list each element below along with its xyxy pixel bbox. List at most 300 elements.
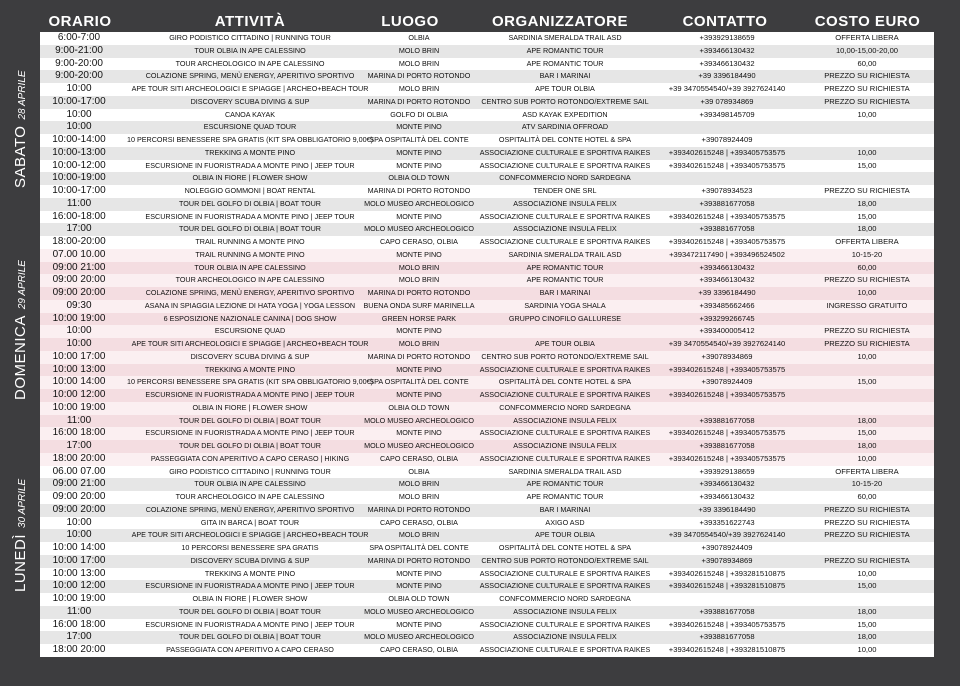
- time-cell: 09:00 20:00: [52, 287, 106, 298]
- place-cell: CAPO CERASO, OLBIA: [380, 517, 458, 527]
- time-cell: 9:00-21:00: [55, 44, 103, 56]
- table-row: [40, 223, 934, 236]
- contact-cell: +393466130432: [699, 479, 755, 489]
- contact-cell: +393402615248 | +393405753575: [668, 453, 786, 463]
- activity-cell: TOUR OLBIA IN APE CALESSINO: [194, 479, 306, 489]
- table-row: [40, 198, 934, 211]
- contact-cell: +393402615248 | +393405753575: [668, 211, 786, 221]
- activity-cell: DISCOVERY SCUBA DIVING & SUP: [190, 555, 310, 565]
- header-orario: ORARIO: [48, 13, 112, 30]
- day-label-monday: [12, 479, 30, 592]
- activity-cell: TOUR DEL GOLFO DI OLBIA | BOAT TOUR: [179, 606, 321, 616]
- contact-cell: +393466130432: [699, 58, 755, 68]
- activity-cell: TOUR OLBIA IN APE CALESSINO: [194, 45, 306, 55]
- place-cell: GREEN HORSE PARK: [381, 313, 457, 323]
- table-row: [40, 325, 934, 338]
- place-cell: MOLO MUSEO ARCHEOLOGICO: [364, 198, 474, 208]
- time-cell: 11:00: [66, 605, 92, 617]
- contact-cell: +393400005412: [699, 326, 755, 336]
- activity-cell: TOUR DEL GOLFO DI OLBIA | BOAT TOUR: [179, 441, 321, 450]
- place-cell: MONTE PINO: [396, 160, 442, 170]
- organizer-cell: ASSOCIAZIONE CULTURALE E SPORTIVA RAIKES: [479, 645, 651, 654]
- time-cell: 17:00: [66, 440, 92, 451]
- activity-cell: PASSEGGIATA CON APERITIVO A CAPO CERASO | HIKING: [150, 453, 350, 463]
- activity-cell: COLAZIONE SPRING, MENÙ ENERGY, APERITIVO SPORTIVO: [145, 71, 355, 81]
- time-cell: 11:00: [66, 197, 92, 209]
- table-row: [40, 504, 934, 517]
- time-cell: 10:00 13:00: [52, 363, 106, 375]
- cost-cell: 15,00: [857, 428, 877, 438]
- contact-cell: +393466130432: [699, 492, 755, 501]
- place-cell: MOLO BRIN: [398, 492, 440, 501]
- contact-cell: +393299266745: [699, 313, 755, 323]
- time-cell: 10:00 17:00: [52, 554, 106, 566]
- cost-cell: PREZZO SU RICHIESTA: [824, 517, 910, 527]
- organizer-cell: ASSOCIAZIONE INSULA FELIX: [513, 198, 617, 208]
- organizer-cell: SARDINIA SMERALDA TRAIL ASD: [508, 466, 622, 476]
- contact-cell: +393929138659: [699, 466, 755, 476]
- activity-cell: ESCURSIONE IN FUORISTRADA A MONTE PINO | JEEP TOUR: [145, 581, 355, 591]
- cost-cell: 18,00: [857, 198, 877, 208]
- time-cell: 18:00 20:00: [52, 452, 106, 464]
- activity-cell: OLBIA IN FIORE | FLOWER SHOW: [192, 173, 308, 183]
- activity-cell: TOUR DEL GOLFO DI OLBIA | BOAT TOUR: [179, 224, 321, 234]
- day-date: 30 APRILE: [17, 478, 28, 528]
- table-row: [40, 415, 934, 428]
- table-row: [40, 644, 934, 657]
- organizer-cell: BAR I MARINAI: [539, 71, 591, 81]
- table-row: [40, 70, 934, 83]
- table-row: [40, 160, 934, 173]
- activity-cell: 10 PERCORSI BENESSERE SPA GRATIS: [181, 543, 319, 552]
- table-row: [40, 109, 934, 122]
- table-row: [40, 300, 934, 313]
- cost-cell: PREZZO SU RICHIESTA: [824, 84, 910, 93]
- time-cell: 10:00: [66, 529, 92, 541]
- cost-cell: PREZZO SU RICHIESTA: [824, 186, 910, 195]
- organizer-cell: APE ROMANTIC TOUR: [526, 262, 604, 272]
- cost-cell: 15,00: [857, 377, 877, 387]
- contact-cell: +39078924409: [701, 543, 753, 552]
- table-row: [40, 555, 934, 568]
- place-cell: CAPO CERASO, OLBIA: [380, 645, 458, 654]
- cost-cell: 10,00: [857, 645, 877, 654]
- day-label-sunday: [12, 260, 30, 400]
- table-row: [40, 287, 934, 300]
- activity-cell: APE TOUR SITI ARCHEOLOGICI E SPIAGGE | ARCHEO+BEACH TOUR: [131, 339, 369, 348]
- table-row: [40, 517, 934, 530]
- time-cell: 09:00 21:00: [52, 478, 106, 490]
- table-row: [40, 364, 934, 377]
- place-cell: MOLO BRIN: [398, 275, 440, 285]
- organizer-cell: ASSOCIAZIONE CULTURALE E SPORTIVA RAIKES: [479, 364, 651, 374]
- organizer-cell: OSPITALITÀ DEL CONTE HOTEL & SPA: [498, 377, 632, 387]
- header-attivita: ATTIVITÀ: [214, 13, 286, 30]
- table-row: [40, 491, 934, 504]
- time-cell: 10:00-17:00: [52, 95, 106, 107]
- organizer-cell: ASSOCIAZIONE CULTURALE E SPORTIVA RAIKES: [479, 568, 651, 578]
- organizer-cell: ASSOCIAZIONE INSULA FELIX: [513, 224, 617, 234]
- activity-cell: TREKKING A MONTE PINO: [204, 568, 296, 578]
- organizer-cell: ASD KAYAK EXPEDITION: [522, 109, 608, 119]
- activity-cell: ESCURSIONE IN FUORISTRADA A MONTE PINO | JEEP TOUR: [145, 160, 355, 170]
- contact-cell: +393402615248 | +393405753575: [668, 160, 786, 170]
- contact-cell: +39 3396184490: [698, 504, 756, 514]
- header-organizzatore: ORGANIZZATORE: [492, 13, 628, 30]
- time-cell: 17:00: [66, 631, 92, 643]
- place-cell: MOLO BRIN: [398, 45, 440, 55]
- cost-cell: 10,00: [857, 453, 877, 463]
- activity-cell: TOUR DEL GOLFO DI OLBIA | BOAT TOUR: [179, 632, 321, 642]
- place-cell: MARINA DI PORTO ROTONDO: [367, 186, 471, 195]
- saturday-section: [40, 32, 934, 249]
- time-cell: 10:00: [66, 516, 92, 528]
- table-row: [40, 453, 934, 466]
- organizer-cell: APE TOUR OLBIA: [535, 339, 595, 348]
- time-cell: 18:00 20:00: [52, 644, 106, 655]
- contact-cell: +39078934869: [701, 351, 753, 361]
- contact-cell: +393881677058: [699, 224, 755, 234]
- table-row: [40, 83, 934, 96]
- time-cell: 9:00-20:00: [55, 57, 103, 69]
- activity-cell: 10 PERCORSI BENESSERE SPA GRATIS (KIT SPA OBBLIGATORIO 9,00€): [126, 135, 374, 144]
- table-row: [40, 236, 934, 249]
- time-cell: 10:00: [66, 325, 92, 337]
- contact-cell: +393402615248 | +393281510875: [668, 568, 786, 578]
- time-cell: 10:00-12:00: [52, 159, 106, 171]
- day-date: 28 APRILE: [17, 70, 28, 120]
- place-cell: MOLO BRIN: [398, 262, 440, 272]
- cost-cell: PREZZO SU RICHIESTA: [824, 339, 910, 348]
- activity-cell: APE TOUR SITI ARCHEOLOGICI E SPIAGGE | ARCHEO+BEACH TOUR: [131, 84, 369, 93]
- place-cell: MONTE PINO: [396, 619, 442, 629]
- organizer-cell: CONFCOMMERCIO NORD SARDEGNA: [499, 173, 631, 183]
- monday-section: [40, 466, 934, 657]
- activity-cell: TREKKING A MONTE PINO: [204, 364, 296, 374]
- place-cell: GOLFO DI OLBIA: [390, 109, 448, 119]
- organizer-cell: ASSOCIAZIONE CULTURALE E SPORTIVA RAIKES: [479, 581, 651, 591]
- activity-cell: ASANA IN SPIAGGIA LEZIONE DI HATA YOGA | YOGA LESSON: [144, 300, 356, 310]
- table-row: [40, 619, 934, 632]
- organizer-cell: ASSOCIAZIONE INSULA FELIX: [513, 606, 617, 616]
- cost-cell: PREZZO SU RICHIESTA: [824, 71, 910, 81]
- contact-cell: +393402615248 | +393405753575: [668, 364, 786, 374]
- place-cell: BUENA ONDA SURF MARINELLA: [363, 300, 475, 310]
- place-cell: MONTE PINO: [396, 581, 442, 591]
- cost-cell: INGRESSO GRATUITO: [826, 300, 908, 310]
- organizer-cell: ASSOCIAZIONE CULTURALE E SPORTIVA RAIKES: [479, 211, 651, 221]
- cost-cell: 10-15-20: [851, 249, 883, 259]
- cost-cell: 60,00: [857, 492, 877, 501]
- place-cell: CAPO CERASO, OLBIA: [380, 237, 458, 246]
- day-date: 29 APRILE: [17, 260, 28, 310]
- organizer-cell: ASSOCIAZIONE INSULA FELIX: [513, 632, 617, 642]
- cost-cell: 10,00: [857, 109, 877, 119]
- cost-cell: PREZZO SU RICHIESTA: [824, 530, 910, 540]
- activity-cell: TOUR DEL GOLFO DI OLBIA | BOAT TOUR: [179, 415, 321, 425]
- activity-cell: TRAIL RUNNING A MONTE PINO: [195, 237, 305, 246]
- organizer-cell: CONFCOMMERCIO NORD SARDEGNA: [499, 402, 631, 412]
- activity-cell: OLBIA IN FIORE | FLOWER SHOW: [192, 594, 308, 603]
- contact-cell: +39 3396184490: [698, 71, 756, 81]
- organizer-cell: CENTRO SUB PORTO ROTONDO/EXTREME SAIL: [481, 351, 649, 361]
- time-cell: 9:00-20:00: [55, 70, 103, 82]
- contact-cell: +393472117490 | +393496524502: [669, 249, 785, 259]
- table-row: [40, 580, 934, 593]
- place-cell: MOLO BRIN: [398, 479, 440, 489]
- table-row: [40, 478, 934, 491]
- schedule-table: [40, 32, 934, 657]
- contact-cell: +393929138659: [699, 33, 755, 42]
- activity-cell: CANOA KAYAK: [224, 109, 276, 119]
- contact-cell: +393402615248 | +393405753575: [668, 147, 786, 157]
- organizer-cell: SARDINIA SMERALDA TRAIL ASD: [508, 249, 622, 259]
- organizer-cell: ASSOCIAZIONE INSULA FELIX: [513, 441, 617, 450]
- organizer-cell: ASSOCIAZIONE CULTURALE E SPORTIVA RAIKES: [479, 428, 651, 438]
- organizer-cell: APE ROMANTIC TOUR: [526, 45, 604, 55]
- place-cell: OLBIA: [408, 33, 430, 42]
- organizer-cell: GRUPPO CINOFILO GALLURESE: [508, 313, 622, 323]
- table-row: [40, 376, 934, 389]
- contact-cell: +393466130432: [699, 275, 755, 285]
- header-contatto: CONTATTO: [682, 13, 768, 30]
- cost-cell: 60,00: [857, 58, 877, 68]
- cost-cell: 15,00: [857, 619, 877, 629]
- cost-cell: OFFERTA LIBERA: [835, 237, 899, 246]
- table-row: [40, 134, 934, 147]
- activity-cell: ESCURSIONE QUAD: [214, 326, 286, 336]
- place-cell: MONTE PINO: [396, 147, 442, 157]
- table-row: [40, 45, 934, 58]
- time-cell: 10:00 12:00: [52, 389, 106, 400]
- place-cell: OLBIA OLD TOWN: [388, 402, 450, 412]
- table-row: [40, 427, 934, 440]
- contact-cell: +393498145709: [699, 109, 755, 119]
- activity-cell: APE TOUR SITI ARCHEOLOGICI E SPIAGGE | ARCHEO+BEACH TOUR: [131, 530, 369, 540]
- time-cell: 10:00-19:00: [52, 172, 106, 184]
- place-cell: SPA OSPITALITÀ DEL CONTE: [369, 543, 469, 552]
- cost-cell: 15,00: [857, 160, 877, 170]
- place-cell: MONTE PINO: [396, 249, 442, 259]
- activity-cell: GIRO PODISTICO CITTADINO | RUNNING TOUR: [169, 466, 331, 476]
- table-row: [40, 32, 934, 45]
- table-row: [40, 402, 934, 415]
- time-cell: 10:00 14:00: [52, 376, 106, 388]
- contact-cell: +393881677058: [699, 441, 755, 450]
- table-row: [40, 249, 934, 262]
- place-cell: OLBIA: [408, 466, 430, 476]
- contact-cell: +393881677058: [699, 198, 755, 208]
- organizer-cell: ASSOCIAZIONE CULTURALE E SPORTIVA RAIKES: [479, 237, 651, 246]
- organizer-cell: OSPITALITÀ DEL CONTE HOTEL & SPA: [498, 135, 632, 144]
- contact-cell: +39 3470554540/+39 3927624140: [668, 84, 786, 93]
- place-cell: MARINA DI PORTO ROTONDO: [367, 504, 471, 514]
- cost-cell: 60,00: [857, 262, 877, 272]
- place-cell: MONTE PINO: [396, 211, 442, 221]
- time-cell: 10:00 19:00: [52, 312, 106, 324]
- contact-cell: +393402615248 | +393405753575: [668, 428, 786, 438]
- time-cell: 09:00 21:00: [52, 261, 106, 273]
- cost-cell: PREZZO SU RICHIESTA: [824, 555, 910, 565]
- table-row: [40, 96, 934, 109]
- table-row: [40, 593, 934, 606]
- place-cell: MOLO BRIN: [398, 84, 440, 93]
- day-name: SABATO: [12, 125, 29, 188]
- table-row: [40, 211, 934, 224]
- time-cell: 09:00 20:00: [52, 274, 106, 286]
- time-cell: 10:00 19:00: [52, 401, 106, 413]
- contact-cell: +393881677058: [699, 606, 755, 616]
- cost-cell: 18,00: [857, 606, 877, 616]
- organizer-cell: ASSOCIAZIONE INSULA FELIX: [513, 415, 617, 425]
- table-row: [40, 262, 934, 275]
- contact-cell: +393485662466: [699, 300, 755, 310]
- table-row: [40, 568, 934, 581]
- contact-cell: +393402615248 | +393405753575: [668, 237, 786, 246]
- place-cell: MONTE PINO: [396, 122, 442, 132]
- place-cell: MOLO MUSEO ARCHEOLOGICO: [364, 415, 474, 425]
- cost-cell: 10,00: [857, 147, 877, 157]
- activity-cell: TOUR OLBIA IN APE CALESSINO: [194, 262, 306, 272]
- time-cell: 16:00-18:00: [52, 210, 106, 222]
- cost-cell: 18,00: [857, 441, 877, 450]
- time-cell: 10:00: [66, 108, 92, 120]
- header-costo: COSTO EURO: [814, 13, 921, 30]
- place-cell: MARINA DI PORTO ROTONDO: [367, 555, 471, 565]
- activity-cell: ESCURSIONE IN FUORISTRADA A MONTE PINO | JEEP TOUR: [145, 211, 355, 221]
- cost-cell: OFFERTA LIBERA: [835, 466, 899, 476]
- organizer-cell: ATV SARDINIA OFFROAD: [521, 122, 609, 132]
- contact-cell: +393881677058: [699, 632, 755, 642]
- activity-cell: DISCOVERY SCUBA DIVING & SUP: [190, 96, 310, 106]
- day-name: LUNEDÌ: [12, 533, 29, 592]
- time-cell: 6:00-7:00: [57, 32, 101, 43]
- day-name: DOMENICA: [12, 315, 29, 400]
- time-cell: 10:00: [66, 121, 92, 133]
- organizer-cell: APE TOUR OLBIA: [535, 84, 595, 93]
- cost-cell: 10,00-15,00-20,00: [835, 45, 899, 55]
- sunday-section: [40, 249, 934, 466]
- table-row: [40, 338, 934, 351]
- contact-cell: +39 078934869: [700, 96, 754, 106]
- time-cell: 10:00 14:00: [52, 542, 106, 553]
- contact-cell: +39078934869: [701, 555, 753, 565]
- place-cell: CAPO CERASO, OLBIA: [380, 453, 458, 463]
- table-row: [40, 351, 934, 364]
- organizer-cell: BAR I MARINAI: [539, 504, 591, 514]
- organizer-cell: CENTRO SUB PORTO ROTONDO/EXTREME SAIL: [481, 96, 649, 106]
- place-cell: MARINA DI PORTO ROTONDO: [367, 96, 471, 106]
- place-cell: MONTE PINO: [396, 568, 442, 578]
- place-cell: MONTE PINO: [396, 364, 442, 374]
- activity-cell: TREKKING A MONTE PINO: [204, 147, 296, 157]
- contact-cell: +39 3470554540/+39 3927624140: [668, 530, 786, 540]
- activity-cell: TOUR ARCHEOLOGICO IN APE CALESSINO: [175, 58, 325, 68]
- organizer-cell: SARDINIA SMERALDA TRAIL ASD: [508, 33, 622, 42]
- table-row: [40, 440, 934, 453]
- contact-cell: +393351622743: [699, 517, 755, 527]
- time-cell: 16:00 18:00: [52, 427, 106, 439]
- place-cell: MARINA DI PORTO ROTONDO: [367, 71, 471, 81]
- cost-cell: 10,00: [857, 288, 877, 297]
- time-cell: 09:00 20:00: [52, 503, 106, 515]
- table-row: [40, 274, 934, 287]
- place-cell: MARINA DI PORTO ROTONDO: [367, 288, 471, 297]
- cost-cell: PREZZO SU RICHIESTA: [824, 326, 910, 336]
- time-cell: 09:30: [66, 299, 92, 311]
- time-cell: 07.00 10.00: [52, 248, 106, 260]
- time-cell: 16:00 18:00: [52, 618, 106, 630]
- place-cell: MOLO MUSEO ARCHEOLOGICO: [364, 606, 474, 616]
- activity-cell: ESCURSIONE IN FUORISTRADA A MONTE PINO | JEEP TOUR: [145, 390, 355, 399]
- organizer-cell: APE ROMANTIC TOUR: [526, 479, 604, 489]
- activity-cell: ESCURSIONE IN FUORISTRADA A MONTE PINO | JEEP TOUR: [145, 428, 355, 438]
- organizer-cell: ASSOCIAZIONE CULTURALE E SPORTIVA RAIKES: [479, 160, 651, 170]
- time-cell: 10:00-13:00: [52, 146, 106, 158]
- place-cell: MOLO MUSEO ARCHEOLOGICO: [364, 441, 474, 450]
- activity-cell: NOLEGGIO GOMMONI | BOAT RENTAL: [184, 186, 316, 195]
- organizer-cell: CONFCOMMERCIO NORD SARDEGNA: [499, 594, 631, 603]
- contact-cell: +39078924409: [701, 135, 753, 144]
- cost-cell: 18,00: [857, 224, 877, 234]
- time-cell: 10:00-17:00: [52, 185, 106, 196]
- activity-cell: TOUR ARCHEOLOGICO IN APE CALESSINO: [175, 275, 325, 285]
- activity-cell: GIRO PODISTICO CITTADINO | RUNNING TOUR: [169, 33, 331, 42]
- organizer-cell: CENTRO SUB PORTO ROTONDO/EXTREME SAIL: [481, 555, 649, 565]
- organizer-cell: AXIGO ASD: [545, 517, 585, 527]
- table-row: [40, 185, 934, 198]
- table-row: [40, 631, 934, 644]
- table-row: [40, 389, 934, 402]
- organizer-cell: TENDER ONE SRL: [533, 186, 597, 195]
- table-header: [0, 0, 960, 32]
- contact-cell: +393466130432: [699, 262, 755, 272]
- table-row: [40, 147, 934, 160]
- time-cell: 10:00: [66, 83, 92, 94]
- activity-cell: TRAIL RUNNING A MONTE PINO: [195, 249, 305, 259]
- day-label-saturday: [12, 70, 30, 188]
- place-cell: MOLO MUSEO ARCHEOLOGICO: [364, 224, 474, 234]
- organizer-cell: APE TOUR OLBIA: [535, 530, 595, 540]
- place-cell: MOLO MUSEO ARCHEOLOGICO: [364, 632, 474, 642]
- cost-cell: 15,00: [857, 211, 877, 221]
- activity-cell: ESCURSIONE IN FUORISTRADA A MONTE PINO | JEEP TOUR: [145, 619, 355, 629]
- place-cell: MOLO BRIN: [398, 530, 440, 540]
- contact-cell: +393402615248 | +393281510875: [668, 581, 786, 591]
- place-cell: OLBIA OLD TOWN: [388, 594, 450, 603]
- time-cell: 17:00: [66, 223, 92, 235]
- activity-cell: ESCURSIONE QUAD TOUR: [203, 122, 297, 132]
- contact-cell: +39078934523: [701, 186, 753, 195]
- organizer-cell: ASSOCIAZIONE CULTURALE E SPORTIVA RAIKES: [479, 619, 651, 629]
- contact-cell: +39078924409: [701, 377, 753, 387]
- table-row: [40, 121, 934, 134]
- activity-cell: OLBIA IN FIORE | FLOWER SHOW: [192, 402, 308, 412]
- cost-cell: 15,00: [857, 581, 877, 591]
- place-cell: SPA OSPITALITÀ DEL CONTE: [369, 377, 469, 387]
- place-cell: SPA OSPITALITÀ DEL CONTE: [369, 135, 469, 144]
- place-cell: MOLO BRIN: [398, 339, 440, 348]
- organizer-cell: ASSOCIAZIONE CULTURALE E SPORTIVA RAIKES: [479, 453, 651, 463]
- cost-cell: OFFERTA LIBERA: [835, 33, 899, 42]
- time-cell: 06.00 07.00: [52, 465, 106, 477]
- cost-cell: 10,00: [857, 568, 877, 578]
- activity-cell: COLAZIONE SPRING, MENÙ ENERGY, APERITIVO SPORTIVO: [145, 288, 355, 297]
- activity-cell: PASSEGGIATA CON APERITIVO A CAPO CERASO: [166, 645, 334, 654]
- organizer-cell: ASSOCIAZIONE CULTURALE E SPORTIVA RAIKES: [479, 147, 651, 157]
- activity-cell: 6 ESPOSIZIONE NAZIONALE CANINA | DOG SHOW: [163, 313, 337, 323]
- table-row: [40, 606, 934, 619]
